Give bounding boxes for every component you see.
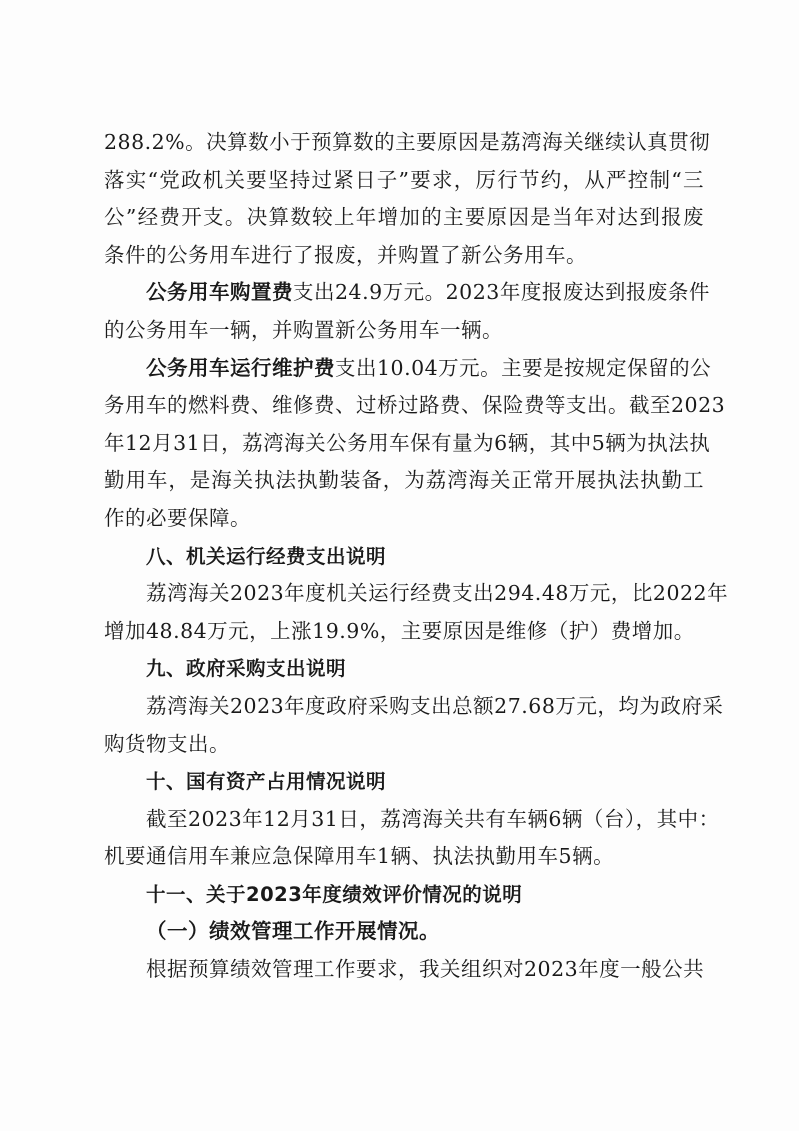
paragraph-line: 荔湾海关2023年度机关运行经费支出294.48万元，比2022年	[146, 581, 729, 606]
paragraph-line: 务用车的燃料费、维修费、过桥过路费、保险费等支出。截至2023	[104, 393, 726, 418]
paragraph-line: 购货物支出。	[104, 731, 230, 756]
section-heading: 十一、关于2023年度绩效评价情况的说明	[146, 882, 523, 906]
paragraph-line: 公务用车购置费支出24.9万元。2023年度报废达到报废条件	[146, 280, 710, 305]
subsection-heading: （一）绩效管理工作开展情况。	[146, 919, 440, 944]
paragraph-line: 288.2%。决算数小于预算数的主要原因是荔湾海关继续认真贯彻	[104, 130, 711, 154]
paragraph-line: 勤用车，是海关执法执勤装备，为荔湾海关正常开展执法执勤工	[104, 468, 704, 493]
paragraph-line: 的公务用车一辆，并购置新公务用车一辆。	[104, 317, 503, 342]
bold-term: 公务用车运行维护费	[146, 355, 335, 380]
paragraph-line: 截至2023年12月31日，荔湾海关共有车辆6辆（台），其中：	[146, 806, 720, 831]
paragraph-line: 机要通信用车兼应急保障用车1辆、执法执勤用车5辆。	[104, 844, 615, 869]
section-heading: 八、机关运行经费支出说明	[146, 544, 387, 568]
paragraph-line: 条件的公务用车进行了报废，并购置了新公务用车。	[104, 242, 587, 267]
paragraph-line: 增加48.84万元，上涨19.9%，主要原因是维修（护）费增加。	[104, 618, 695, 643]
paragraph-line: 荔湾海关2023年度政府采购支出总额27.68万元，均为政府采	[146, 693, 724, 718]
bold-term: 公务用车购置费	[146, 280, 293, 305]
paragraph-line: 公”经费开支。决算数较上年增加的主要原因是当年对达到报废	[104, 205, 704, 230]
section-heading: 十、国有资产占用情况说明	[146, 770, 387, 794]
paragraph-line: 年12月31日，荔湾海关公务用车保有量为6辆，其中5辆为执法执	[104, 430, 711, 455]
paragraph-line: 作的必要保障。	[104, 505, 251, 530]
document-body	[104, 124, 729, 989]
paragraph-line: 公务用车运行维护费支出10.04万元。主要是按规定保留的公	[146, 355, 712, 380]
paragraph-line: 根据预算绩效管理工作要求，我关组织对2023年度一般公共	[146, 957, 705, 982]
paragraph-line: 落实“党政机关要坚持过紧日子”要求，厉行节约，从严控制“三	[104, 167, 704, 192]
section-heading: 九、政府采购支出说明	[146, 657, 347, 681]
